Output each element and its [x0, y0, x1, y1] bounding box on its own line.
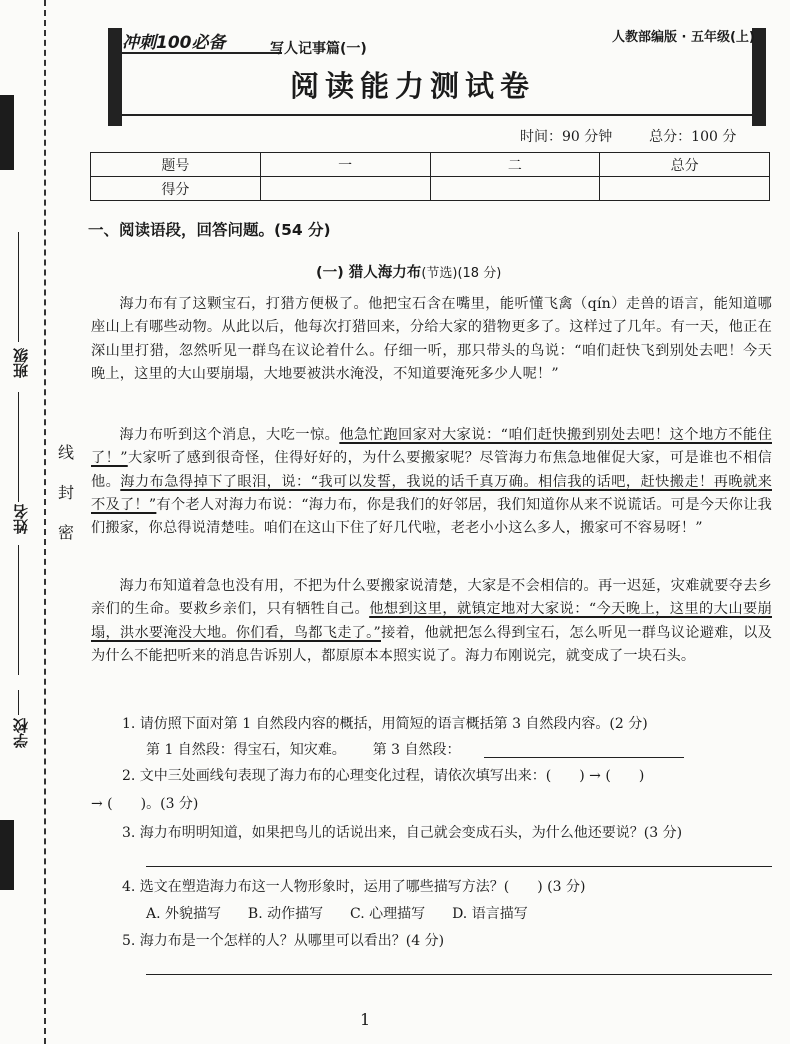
p2-text-c: 有个老人对海力布说：“海力布，你是我们的好邻居，我们知道你从来不说谎话。可是今天你让我们搬家，你总得说清楚哇。咱们在这山下住了好几代啦，老老小小这么多人，搬家可不容易呀！”	[91, 496, 772, 537]
header-left-bar	[108, 28, 122, 126]
score-table-row	[91, 153, 770, 177]
score-input-cell[interactable]	[260, 177, 430, 201]
option-a[interactable]: A. 外貌描写	[146, 906, 222, 922]
score-cell: 得分	[91, 177, 261, 201]
page-number: 1	[360, 1010, 371, 1029]
q1-blank-label: 第 3 自然段：	[372, 742, 461, 758]
q3-answer-line[interactable]	[146, 866, 772, 867]
score-input-cell[interactable]	[600, 177, 770, 201]
option-c[interactable]: C. 心理描写	[350, 906, 426, 922]
binding-bar-top	[0, 95, 14, 170]
school-line	[18, 690, 19, 715]
header-rule	[122, 114, 752, 116]
passage-paragraph-1: 海力布有了这颗宝石，打猎方便极了。他把宝石含在嘴里，能听懂飞禽（qín）走兽的语言，能知道哪座山上有哪些动物。从此以后，他每次打猎回来，分给大家的猎物更多了。这样过了几年。有一天，他正在深山里打猎，忽然听见一群鸟在议论着什么。仔细一听，那只带头的鸟说：“咱们赶快飞到别处去吧！今天晚上，这里的大山要崩塌，大地要被洪水淹没，不知道要淹死多少人呢！”	[91, 296, 772, 382]
passage-paragraph-2	[91, 424, 772, 540]
q5-answer-line[interactable]	[146, 974, 772, 975]
passage-points: (18 分)	[457, 266, 502, 281]
question-5: 5. 海力布是一个怎样的人？从哪里可以看出？(4 分)	[122, 933, 445, 949]
question-1-example	[146, 738, 461, 762]
page-title: 阅读能力测试卷	[290, 69, 536, 103]
exam-info	[520, 126, 736, 146]
score-cell: 二	[430, 153, 600, 177]
class-line-2	[18, 392, 19, 502]
class-label: 班级	[12, 348, 30, 378]
binding-bar-bottom	[0, 820, 14, 890]
question-4: 4. 选文在塑造海力布这一人物形象时，运用了哪些描写方法？( ) (3 分)	[122, 879, 586, 895]
p2-text-b: 大家听了感到很奇怪，住得好好的，为什么要搬家呢？尽管海力布焦急地催促大家，可是谁也不相信他。	[91, 450, 772, 490]
school-label: 学校	[12, 718, 30, 748]
underlined-sentence-2: 海力布急得掉下了眼泪，说：“我可以发誓，我说的话千真万确。相信我的话吧，赶快搬走！再晚就来不及了！”	[91, 473, 772, 513]
score-cell: 一	[260, 153, 430, 177]
name-label: 姓名	[12, 504, 30, 534]
edition-label: 人教部编版 · 五年级(上)	[612, 30, 755, 45]
question-2: 2. 文中三处画线句表现了海力布的心理变化过程，请依次填写出来：( ) → ( )	[122, 768, 645, 784]
score-input-cell[interactable]	[430, 177, 600, 201]
passage-paragraph-3	[91, 575, 772, 668]
q1-answer-line[interactable]	[484, 757, 684, 758]
seal-char-1: 线	[58, 443, 75, 462]
section-heading: 一、阅读语段，回答问题。(54 分)	[88, 221, 331, 239]
question-3: 3. 海力布明明知道，如果把鸟儿的话说出来，自己就会变成石头，为什么他还要说？(3 分)	[122, 825, 683, 841]
score-cell: 总分	[600, 153, 770, 177]
seal-char-2: 封	[58, 483, 75, 502]
seal-char-3: 密	[58, 523, 75, 542]
score-table	[90, 152, 770, 201]
subtitle: 写人记事篇(一)	[270, 41, 367, 57]
p2-text-a: 海力布听到这个消息，大吃一惊。	[119, 427, 340, 443]
option-d[interactable]: D. 语言描写	[452, 906, 528, 922]
passage-note: (节选)	[421, 266, 458, 281]
class-line	[18, 232, 19, 342]
q1-example: 第 1 自然段：得宝石，知灾难。	[146, 742, 346, 758]
binding-strip	[0, 0, 78, 1044]
brand-label: 冲刺100必备	[122, 33, 226, 53]
underlined-sentence-3: 他想到这里，就镇定地对大家说：“今天晚上，这里的大山要崩塌，洪水要淹没大地。你们看，鸟都飞走了。”	[91, 601, 772, 641]
time-limit: 时间：90 分钟	[520, 129, 613, 145]
question-1: 1. 请仿照下面对第 1 自然段内容的概括，用简短的语言概括第 3 自然段内容。(2 分)	[122, 716, 648, 732]
brand-underline	[122, 52, 282, 54]
option-b[interactable]: B. 动作描写	[247, 906, 324, 922]
name-line	[18, 545, 19, 675]
total-score: 总分：100 分	[649, 129, 737, 145]
question-4-options	[146, 902, 528, 926]
p3-text-a: 海力布知道着急也没有用，不把为什么要搬家说清楚，大家是不会相信的。再一迟延，灾难就要夺去乡亲们的生命。要救乡亲们，只有牺牲自己。	[91, 578, 772, 618]
binding-cut-line	[44, 0, 46, 1044]
score-cell: 题号	[91, 153, 261, 177]
score-table-row	[91, 177, 770, 201]
p3-text-b: 接着，他就把怎么得到宝石，怎么听见一群鸟议论避难，以及为什么不能把听来的消息告诉别人，都原原本本照实说了。海力布刚说完，就变成了一块石头。	[91, 624, 773, 664]
passage-title	[316, 261, 501, 282]
passage-title-text: (一) 猎人海力布	[316, 265, 422, 281]
question-2-cont: → ( )。(3 分)	[91, 796, 199, 812]
underlined-sentence-1: 他急忙跑回家对大家说：“咱们赶快搬到别处去吧！这个地方不能住了！”	[91, 427, 772, 467]
